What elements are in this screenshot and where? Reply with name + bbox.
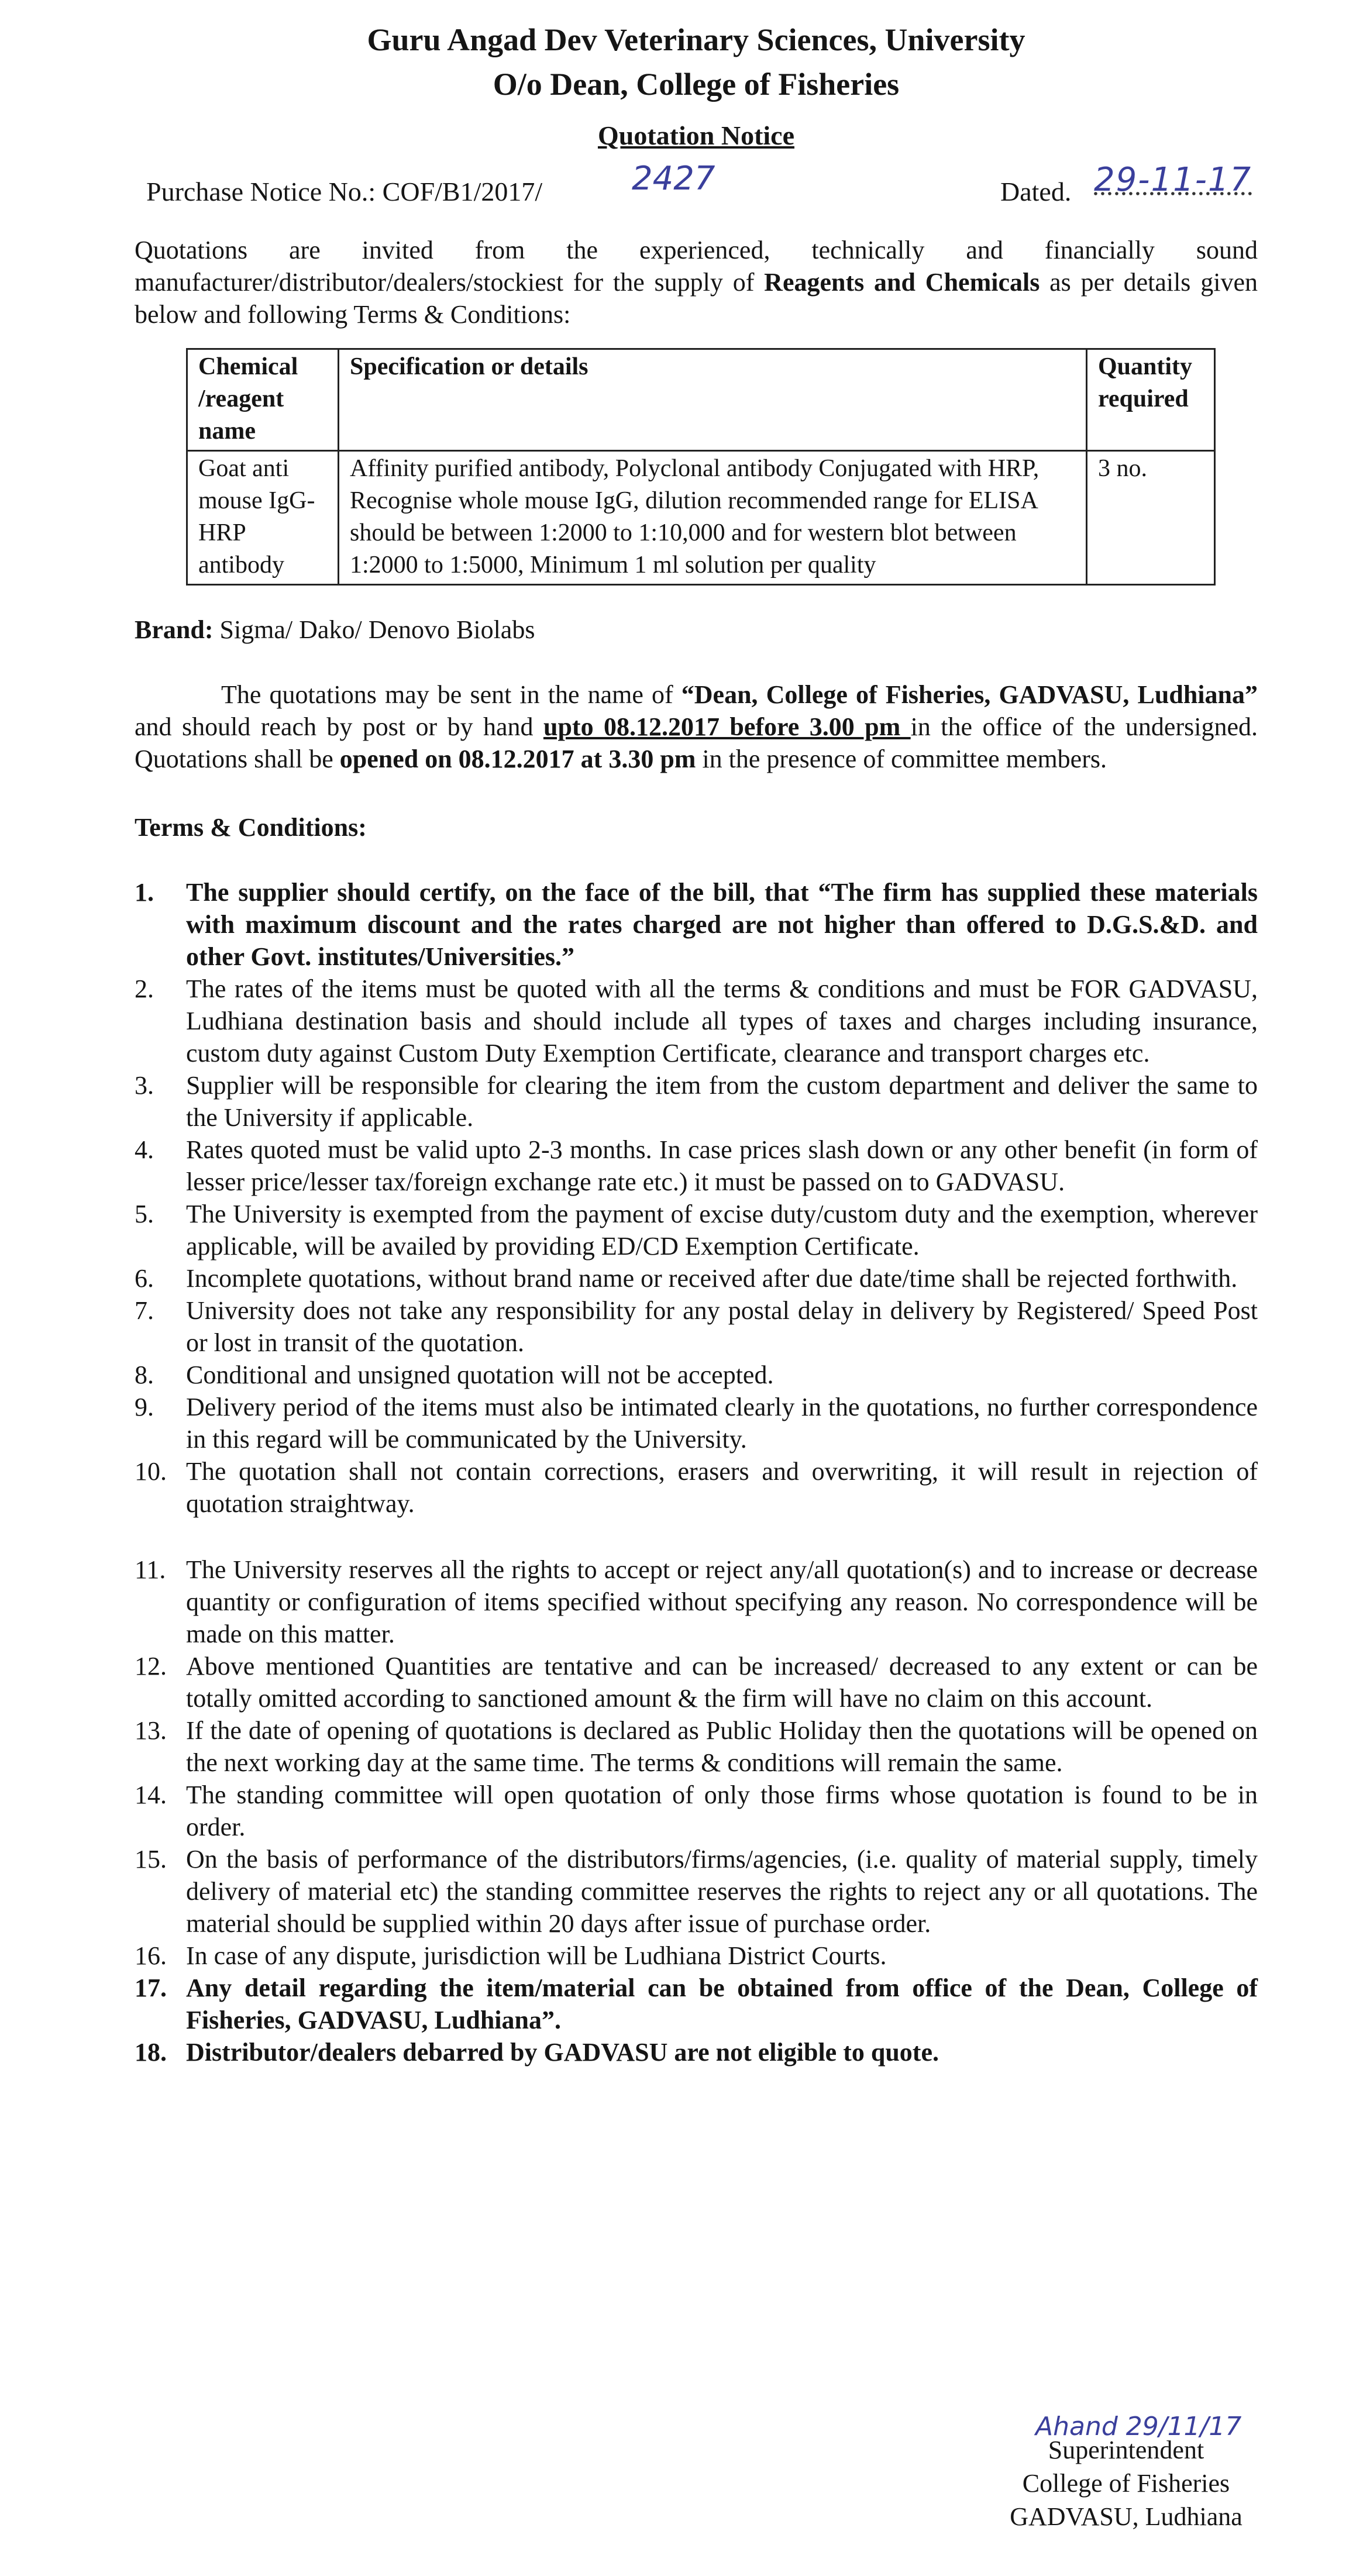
list-item: 2. The rates of the items must be quoted with all the terms & conditions and must be FOR GADVASU, Ludhiana destination basis and should include all types of taxes and charges including insurance, custom duty against Custom Duty Exemption Certificate, clearance and transport charges etc. [135, 974, 1258, 1067]
table-row [187, 451, 1215, 585]
supply-item: Reagents and Chemicals [764, 268, 1040, 297]
university-name: Guru Angad Dev Veterinary Sciences, University [367, 22, 1025, 57]
handwritten-signature: Ahand 29/11/17 [1035, 2412, 1242, 2441]
intro-paragraph: Quotations are invited from the experienced, technically and financially sound manufacturer/distributor/dealers/stockiest for the supply of Reagents and Chemicals as per details given below and following Terms & Conditions: [135, 236, 1258, 329]
list-item: 6. Incomplete quotations, without brand name or received after due date/time shall be rejected forthwith. [135, 1264, 1238, 1293]
signatory-institution: GADVASU, Ludhiana [1010, 2502, 1242, 2531]
specification-table [186, 348, 1216, 586]
list-item: 7. University does not take any responsibility for any postal delay in delivery by Registered/ Speed Post or lost in transit of the quotation. [135, 1296, 1258, 1357]
purchase-number-handwritten: 2427 [632, 160, 715, 198]
brand-value: Sigma/ Dako/ Denovo Biolabs [213, 615, 535, 644]
dated-label: Dated. [1000, 177, 1072, 206]
terms-list [135, 876, 1258, 2068]
cell-reagent-name: Goat anti mouse IgG-HRP antibody [187, 451, 339, 585]
col-header-spec: Specification or details [339, 349, 1087, 451]
brand-label: Brand: [135, 615, 214, 644]
office-name: O/o Dean, College of Fisheries [493, 67, 900, 102]
signatory-title: Superintendent [1048, 2436, 1204, 2464]
list-item: 16. In case of any dispute, jurisdiction will be Ludhiana District Courts. [135, 1941, 887, 1970]
signature-block [994, 2412, 1258, 2533]
brand-line [135, 614, 1258, 646]
addressee: “Dean, College of Fisheries, GADVASU, Ludhiana” [681, 680, 1258, 709]
submission-paragraph: The quotations may be sent in the name of “Dean, College of Fisheries, GADVASU, Ludhiana” and should reach by post or by hand upto 08.12.2017 before 3.00 pm in the office of the undersigned. Quotations shall be opened on 08.12.2017 at 3.30 pm in the presence of committee members. [135, 680, 1258, 773]
opening-date: opened on 08.12.2017 at 3.30 pm [339, 745, 696, 773]
list-item: 11. The University reserves all the rights to accept or reject any/all quotation(s) and to increase or decrease quantity or configuration of items specified without specifying any reason. No correspondence will be made on this matter. [135, 1555, 1258, 1648]
list-item: 17. Any detail regarding the item/material can be obtained from office of the Dean, College of Fisheries, GADVASU, Ludhiana”. [135, 1974, 1258, 2034]
list-item: 3. Supplier will be responsible for clearing the item from the custom department and deliver the same to the University if applicable. [135, 1071, 1258, 1132]
table-header-row [187, 349, 1215, 451]
list-item: 9. Delivery period of the items must also be intimated clearly in the quotations, no further correspondence in this regard will be communicated by the University. [135, 1393, 1258, 1454]
col-header-qty: Quantity required [1087, 349, 1215, 451]
signatory-office: College of Fisheries [1022, 2469, 1230, 2498]
terms-heading: Terms & Conditions: [135, 813, 367, 842]
purchase-notice-label: Purchase Notice No.: COF/B1/2017/ [146, 177, 543, 206]
list-item: 5. The University is exempted from the payment of excise duty/custom duty and the exemption, wherever applicable, will be availed by providing ED/CD Exemption Certificate. [135, 1200, 1258, 1261]
list-item: 14. The standing committee will open quotation of only those firms whose quotation is found to be in order. [135, 1781, 1258, 1841]
list-item: 1. The supplier should certify, on the face of the bill, that “The firm has supplied these materials with maximum discount and the rates charged are not higher than offered to D.G.S.&D. and other Govt. institutes/Universities.” [135, 878, 1258, 971]
list-item: 18. Distributor/dealers debarred by GADVASU are not eligible to quote. [135, 2038, 939, 2067]
deadline: upto 08.12.2017 before 3.00 pm [543, 712, 911, 741]
notice-title: Quotation Notice [597, 120, 794, 150]
cell-specification: Affinity purified antibody, Polyclonal antibody Conjugated with HRP, Recognise whole mouse IgG, dilution recommended range for ELISA should be between 1:2000 to 1:10,000 and for western blot between 1:2000 to 1:5000, Minimum 1 ml solution per quality [339, 451, 1087, 585]
list-item: 10. The quotation shall not contain corrections, erasers and overwriting, it will result in rejection of quotation straightway. [135, 1457, 1258, 1518]
reference-row [135, 160, 1258, 211]
list-item: 15. On the basis of performance of the distributors/firms/agencies, (i.e. quality of material supply, timely delivery of material etc) the standing committee reserves the rights to reject any or all quotations. The material should be supplied within 20 days after issue of purchase order. [135, 1845, 1258, 1938]
dated-handwritten: 29-11-17 [1094, 161, 1252, 199]
cell-quantity: 3 no. [1087, 451, 1215, 585]
quotation-notice-document [135, 18, 1258, 2068]
list-item: 8. Conditional and unsigned quotation will not be accepted. [135, 1361, 774, 1389]
list-item: 4. Rates quoted must be valid upto 2-3 months. In case prices slash down or any other benefit (in form of lesser price/lesser tax/foreign exchange rate etc.) it must be passed on to GADVASU. [135, 1135, 1258, 1196]
list-item: 12. Above mentioned Quantities are tentative and can be increased/ decreased to any extent or can be totally omitted according to sanctioned amount & the firm will have no claim on this account. [135, 1652, 1258, 1713]
list-item: 13. If the date of opening of quotations is declared as Public Holiday then the quotations will be opened on the next working day at the same time. The terms & conditions will remain the same. [135, 1716, 1258, 1777]
col-header-name: Chemical /reagent name [187, 349, 339, 451]
